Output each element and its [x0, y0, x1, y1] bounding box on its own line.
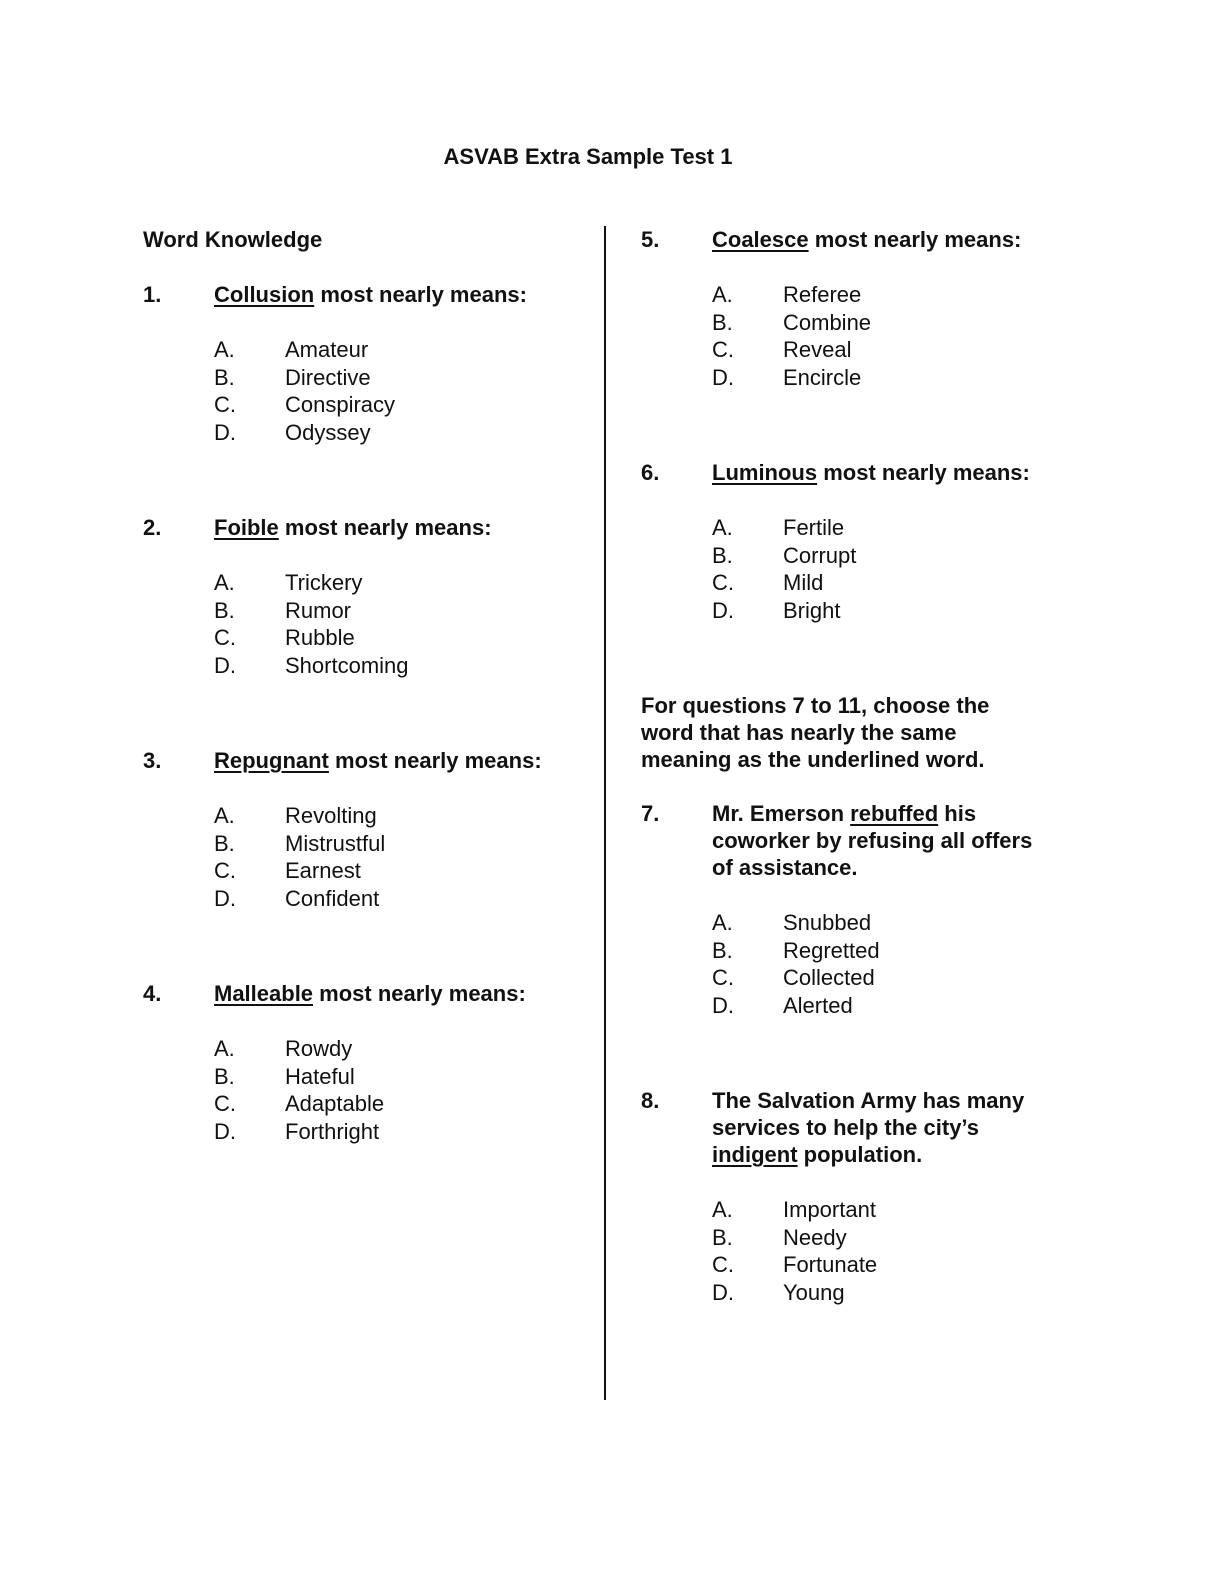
question-text — [214, 514, 583, 541]
option-letter: C. — [214, 392, 236, 417]
underlined-word: Collusion — [214, 282, 315, 307]
option-letter: C. — [712, 570, 734, 595]
question-text-after: population. — [797, 1142, 923, 1167]
option-text: Confident — [285, 885, 380, 911]
option-text: Referee — [783, 282, 862, 307]
option-letter: A. — [214, 570, 235, 595]
option-text: Mistrustful — [285, 830, 386, 856]
option-text: Corrupt — [783, 542, 857, 568]
option-text: Mild — [783, 570, 824, 595]
option-letter: C. — [712, 337, 734, 362]
answer-option[interactable] — [712, 542, 1041, 570]
option-letter: A. — [712, 282, 733, 307]
question-text — [214, 747, 583, 774]
answer-option[interactable] — [214, 1063, 583, 1091]
answer-option[interactable] — [214, 624, 583, 652]
option-letter: B. — [214, 830, 235, 856]
option-letter: D. — [712, 992, 734, 1018]
option-text: Fertile — [783, 515, 845, 540]
underlined-word: rebuffed — [850, 801, 939, 826]
option-text: Forthright — [285, 1118, 380, 1144]
option-letter: B. — [712, 309, 733, 335]
answer-option[interactable] — [214, 364, 583, 392]
answer-option[interactable] — [712, 964, 1041, 992]
question-text-after: his coworker by refusing all offers of assistance. — [712, 801, 1033, 880]
underlined-word: Coalesce — [712, 227, 809, 252]
answer-option[interactable] — [712, 1224, 1041, 1252]
answer-option[interactable] — [214, 336, 583, 364]
question-stem — [143, 281, 583, 308]
option-text: Hateful — [285, 1063, 355, 1089]
option-text: Amateur — [285, 337, 369, 362]
answer-option[interactable] — [712, 514, 1041, 542]
answer-option[interactable] — [712, 364, 1041, 392]
option-text: Snubbed — [783, 910, 872, 935]
option-letter: C. — [214, 1091, 236, 1116]
option-text: Important — [783, 1197, 876, 1222]
underlined-word: Luminous — [712, 460, 818, 485]
underlined-word: indigent — [712, 1142, 798, 1167]
answer-option[interactable] — [712, 597, 1041, 625]
option-letter: A. — [214, 337, 235, 362]
question-text-after: most nearly means: — [808, 227, 1022, 252]
option-text: Bright — [783, 597, 841, 623]
question-text-before: The Salvation Army has many services to help the city’s — [712, 1088, 1025, 1140]
answer-option[interactable] — [712, 1251, 1041, 1279]
option-text: Adaptable — [285, 1091, 385, 1116]
option-letter: A. — [712, 515, 733, 540]
question-number: 4. — [143, 981, 162, 1006]
option-letter: A. — [214, 803, 235, 828]
question-number: 7. — [641, 801, 660, 826]
answer-option[interactable] — [214, 652, 583, 680]
left-column — [143, 226, 583, 1145]
question-text — [712, 1087, 1041, 1168]
option-letter: D. — [214, 1118, 236, 1144]
option-letter: D. — [214, 419, 236, 445]
option-text: Encircle — [783, 364, 862, 390]
question-stem — [143, 514, 583, 541]
option-text: Directive — [285, 364, 371, 390]
question-text-after: most nearly means: — [278, 515, 492, 540]
underlined-word: Foible — [214, 515, 279, 540]
option-letter: D. — [712, 597, 734, 623]
answer-option[interactable] — [712, 309, 1041, 337]
section-heading: Word Knowledge — [143, 227, 323, 252]
answer-options — [712, 909, 1041, 1019]
option-letter: B. — [712, 1224, 733, 1250]
answer-option[interactable] — [712, 1279, 1041, 1307]
option-text: Trickery — [285, 570, 363, 595]
right-column — [641, 226, 1041, 1306]
option-letter: B. — [712, 542, 733, 568]
question-stem — [143, 747, 583, 774]
underlined-word: Repugnant — [214, 748, 329, 773]
answer-option[interactable] — [712, 937, 1041, 965]
question-2 — [143, 514, 583, 679]
option-text: Young — [783, 1279, 845, 1305]
answer-option[interactable] — [712, 281, 1041, 309]
option-letter: C. — [712, 1252, 734, 1277]
option-text: Alerted — [783, 992, 853, 1018]
option-letter: D. — [712, 1279, 734, 1305]
option-text: Fortunate — [783, 1252, 878, 1277]
question-text-after: most nearly means: — [313, 981, 526, 1006]
question-number: 8. — [641, 1088, 660, 1113]
question-text — [214, 980, 583, 1007]
question-6 — [641, 459, 1041, 624]
option-letter: C. — [214, 625, 236, 650]
answer-option[interactable] — [712, 1196, 1041, 1224]
answer-options — [214, 336, 583, 446]
answer-option[interactable] — [214, 419, 583, 447]
question-1 — [143, 281, 583, 446]
answer-options — [712, 1196, 1041, 1306]
answer-option[interactable] — [214, 569, 583, 597]
answer-options — [712, 514, 1041, 624]
question-number: 5. — [641, 227, 660, 252]
question-text — [214, 281, 583, 308]
answer-option[interactable] — [214, 857, 583, 885]
question-stem — [641, 459, 1041, 486]
option-text: Rubble — [285, 625, 355, 650]
answer-option[interactable] — [712, 336, 1041, 364]
answer-option[interactable] — [214, 885, 583, 913]
question-stem — [641, 800, 1041, 881]
option-text: Regretted — [783, 937, 880, 963]
answer-options — [214, 569, 583, 679]
page-title: ASVAB Extra Sample Test 1 — [443, 144, 733, 169]
question-text — [712, 800, 1041, 881]
question-number: 3. — [143, 748, 162, 773]
answer-option[interactable] — [214, 830, 583, 858]
answer-option[interactable] — [214, 1090, 583, 1118]
option-letter: A. — [214, 1036, 235, 1061]
instructions: For questions 7 to 11, choose the word that has nearly the same meaning as the underlined word. — [641, 693, 990, 772]
question-stem — [641, 1087, 1041, 1168]
question-text-after: most nearly means: — [817, 460, 1030, 485]
option-letter: A. — [712, 1197, 733, 1222]
answer-options — [214, 1035, 583, 1145]
option-letter: C. — [712, 965, 734, 990]
option-letter: D. — [214, 885, 236, 911]
answer-option[interactable] — [214, 1035, 583, 1063]
option-letter: A. — [712, 910, 733, 935]
option-text: Revolting — [285, 803, 377, 828]
option-text: Shortcoming — [285, 652, 409, 678]
option-text: Needy — [783, 1224, 847, 1250]
question-5 — [641, 226, 1041, 391]
option-letter: C. — [214, 858, 236, 883]
question-stem — [641, 226, 1041, 253]
answer-option[interactable] — [214, 391, 583, 419]
question-text-after: most nearly means: — [328, 748, 542, 773]
question-text-before: Mr. Emerson — [712, 801, 851, 826]
underlined-word: Malleable — [214, 981, 314, 1006]
question-3 — [143, 747, 583, 912]
answer-option[interactable] — [712, 569, 1041, 597]
answer-option[interactable] — [712, 909, 1041, 937]
option-letter: B. — [712, 937, 733, 963]
option-text: Collected — [783, 965, 875, 990]
option-text: Earnest — [285, 858, 361, 883]
answer-option[interactable] — [214, 1118, 583, 1146]
answer-option[interactable] — [214, 802, 583, 830]
question-text-after: most nearly means: — [314, 282, 527, 307]
option-text: Reveal — [783, 337, 852, 362]
question-number: 2. — [143, 515, 162, 540]
option-letter: B. — [214, 364, 235, 390]
question-number: 1. — [143, 282, 162, 307]
question-number: 6. — [641, 460, 660, 485]
option-text: Rowdy — [285, 1036, 353, 1061]
question-text — [712, 459, 1041, 486]
question-text — [712, 226, 1041, 253]
question-4 — [143, 980, 583, 1145]
question-stem — [143, 980, 583, 1007]
option-letter: D. — [712, 364, 734, 390]
answer-option[interactable] — [214, 597, 583, 625]
answer-option[interactable] — [712, 992, 1041, 1020]
column-divider — [604, 226, 606, 1400]
option-text: Rumor — [285, 597, 352, 623]
question-8 — [641, 1087, 1041, 1306]
option-letter: D. — [214, 652, 236, 678]
option-letter: B. — [214, 1063, 235, 1089]
question-7 — [641, 800, 1041, 1019]
answer-options — [712, 281, 1041, 391]
option-text: Conspiracy — [285, 392, 396, 417]
option-text: Odyssey — [285, 419, 371, 445]
answer-options — [214, 802, 583, 912]
option-text: Combine — [783, 309, 872, 335]
option-letter: B. — [214, 597, 235, 623]
